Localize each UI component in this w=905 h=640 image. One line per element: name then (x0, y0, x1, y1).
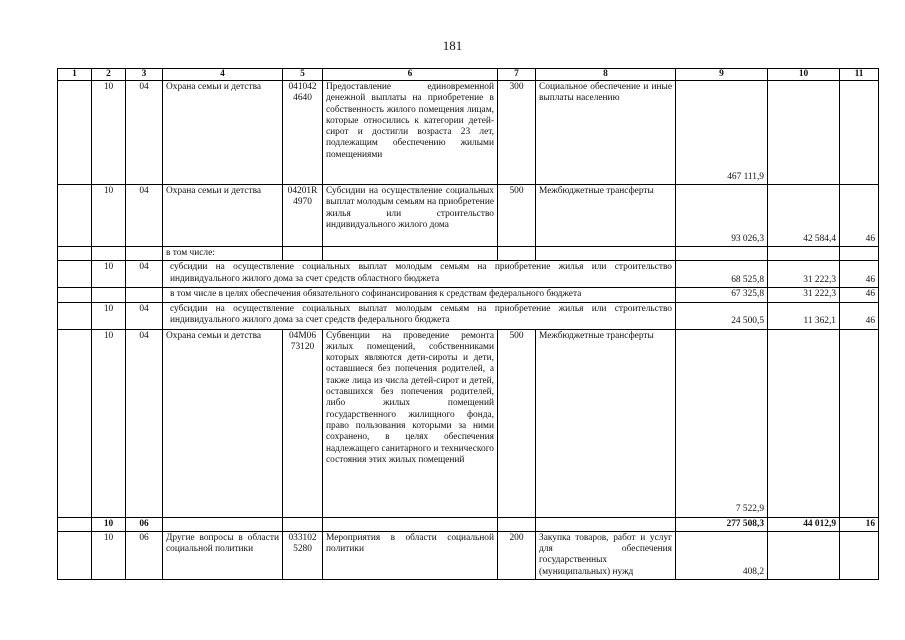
cell-expense-name (536, 517, 676, 531)
cell-name: в том числе: (163, 247, 283, 261)
cell-col1 (58, 261, 92, 288)
cell-expense-name: Закупка товаров, работ и услуг для обеспечения государственных (муниципальных) нужд (536, 531, 676, 579)
cell-expense-type (498, 247, 536, 261)
cell-name: Другие вопросы в области социальной политики (163, 531, 283, 579)
cell-amount: 93 026,3 (676, 185, 768, 247)
cell-name: Охрана семьи и детства (163, 329, 283, 517)
cell-target-code (283, 247, 323, 261)
col-header-5: 5 (283, 69, 323, 81)
cell-section: 10 (92, 517, 126, 531)
cell-section: 10 (92, 81, 126, 185)
cell-description: Субвенции на проведение ремонта жилых помещений, собственниками которых являются дети-сироты и дети, оставшиеся без попечения родителей, а также лица из числа детей-сирот и детей, оставшихся без попечения родителей, либо жилых помещений государственного жилищного фонда, право пользования которыми за ними сохранено, в целях обеспечения надлежащего санитарного и технического состояния этих жилых помещений (323, 329, 498, 517)
cell-amount-3: 46 (840, 288, 879, 302)
cell-spanning-text: субсидии на осуществление социальных выплат молодым семьям на приобретение жилья или строительство индивидуального жилого дома за счет средств областного бюджета (163, 261, 676, 288)
col-header-8: 8 (536, 69, 676, 81)
cell-subsection: 04 (126, 302, 163, 329)
table-row (58, 302, 879, 329)
cell-target-code: 033102 5280 (283, 531, 323, 579)
cell-expense-type: 200 (498, 531, 536, 579)
cell-amount: 467 111,9 (676, 81, 768, 185)
cell-amount: 67 325,8 (676, 288, 768, 302)
cell-col1 (58, 517, 92, 531)
col-header-4: 4 (163, 69, 283, 81)
table-row (58, 81, 879, 185)
col-header-7: 7 (498, 69, 536, 81)
cell-amount-2 (768, 531, 840, 579)
cell-section (92, 247, 126, 261)
cell-section (92, 288, 126, 302)
cell-spanning-text: в том числе в целях обеспечения обязательного софинансирования к средствам федерального бюджета (163, 288, 676, 302)
cell-section: 10 (92, 531, 126, 579)
cell-subsection: 06 (126, 531, 163, 579)
col-header-3: 3 (126, 69, 163, 81)
cell-amount-2 (768, 329, 840, 517)
cell-amount-3: 16 (840, 517, 879, 531)
header-row (58, 69, 879, 81)
cell-description (323, 247, 498, 261)
cell-target-code: 04201R 4970 (283, 185, 323, 247)
cell-amount-3 (840, 247, 879, 261)
cell-amount-2: 44 012,9 (768, 517, 840, 531)
cell-name (163, 517, 283, 531)
table-row (58, 261, 879, 288)
col-header-11: 11 (840, 69, 879, 81)
cell-subsection (126, 247, 163, 261)
page-number: 181 (442, 38, 463, 53)
cell-expense-type: 500 (498, 185, 536, 247)
cell-subsection: 06 (126, 517, 163, 531)
cell-amount-3 (840, 329, 879, 517)
table-row (58, 531, 879, 579)
cell-amount-2: 31 222,3 (768, 288, 840, 302)
cell-target-code (283, 517, 323, 531)
cell-amount: 408,2 (676, 531, 768, 579)
cell-amount: 7 522,9 (676, 329, 768, 517)
cell-expense-name: Межбюджетные трансферты (536, 329, 676, 517)
cell-description (323, 517, 498, 531)
cell-section: 10 (92, 185, 126, 247)
cell-col1 (58, 302, 92, 329)
table-row (58, 247, 879, 261)
cell-col1 (58, 81, 92, 185)
col-header-6: 6 (323, 69, 498, 81)
cell-description: Субсидии на осуществление социальных выплат молодым семьям на приобретение жилья или строительство индивидуального жилого дома (323, 185, 498, 247)
table-row (58, 288, 879, 302)
cell-amount-2 (768, 81, 840, 185)
col-header-2: 2 (92, 69, 126, 81)
cell-col1 (58, 247, 92, 261)
cell-amount: 24 500,5 (676, 302, 768, 329)
cell-expense-name (536, 247, 676, 261)
table-row (58, 329, 879, 517)
cell-subsection (126, 288, 163, 302)
cell-subsection: 04 (126, 261, 163, 288)
cell-amount-3: 46 (840, 302, 879, 329)
cell-col1 (58, 185, 92, 247)
cell-amount-3: 46 (840, 185, 879, 247)
cell-expense-type (498, 517, 536, 531)
cell-amount-3 (840, 531, 879, 579)
table-row (58, 517, 879, 531)
cell-amount-2: 31 222,3 (768, 261, 840, 288)
cell-col1 (58, 531, 92, 579)
cell-expense-name: Социальное обеспечение и иные выплаты населению (536, 81, 676, 185)
cell-section: 10 (92, 261, 126, 288)
cell-subsection: 04 (126, 81, 163, 185)
cell-amount-2: 42 584,4 (768, 185, 840, 247)
cell-col1 (58, 288, 92, 302)
col-header-10: 10 (768, 69, 840, 81)
cell-description: Мероприятия в области социальной политики (323, 531, 498, 579)
cell-expense-type: 300 (498, 81, 536, 185)
col-header-1: 1 (58, 69, 92, 81)
cell-subsection: 04 (126, 185, 163, 247)
cell-expense-name: Межбюджетные трансферты (536, 185, 676, 247)
cell-subsection: 04 (126, 329, 163, 517)
cell-amount-2 (768, 247, 840, 261)
cell-amount-3: 46 (840, 261, 879, 288)
cell-target-code: 04М06 73120 (283, 329, 323, 517)
cell-expense-type: 500 (498, 329, 536, 517)
cell-name: Охрана семьи и детства (163, 185, 283, 247)
cell-target-code: 041042 4640 (283, 81, 323, 185)
cell-spanning-text: субсидии на осуществление социальных выплат молодым семьям на приобретение жилья или строительство индивидуального жилого дома за счет средств федерального бюджета (163, 302, 676, 329)
col-header-9: 9 (676, 69, 768, 81)
cell-amount: 277 508,3 (676, 517, 768, 531)
table-row (58, 185, 879, 247)
cell-col1 (58, 329, 92, 517)
cell-section: 10 (92, 329, 126, 517)
cell-amount-2: 11 362,1 (768, 302, 840, 329)
budget-table (57, 68, 879, 580)
cell-amount-3 (840, 81, 879, 185)
cell-description: Предоставление единовременной денежной выплаты на приобретение в собственность жилого помещения лицам, которые относились к категории детей-сирот и достигли возраста 23 лет, подлежащим обеспечению жилыми помещениями (323, 81, 498, 185)
cell-amount: 68 525,8 (676, 261, 768, 288)
cell-name: Охрана семьи и детства (163, 81, 283, 185)
cell-amount (676, 247, 768, 261)
cell-section: 10 (92, 302, 126, 329)
